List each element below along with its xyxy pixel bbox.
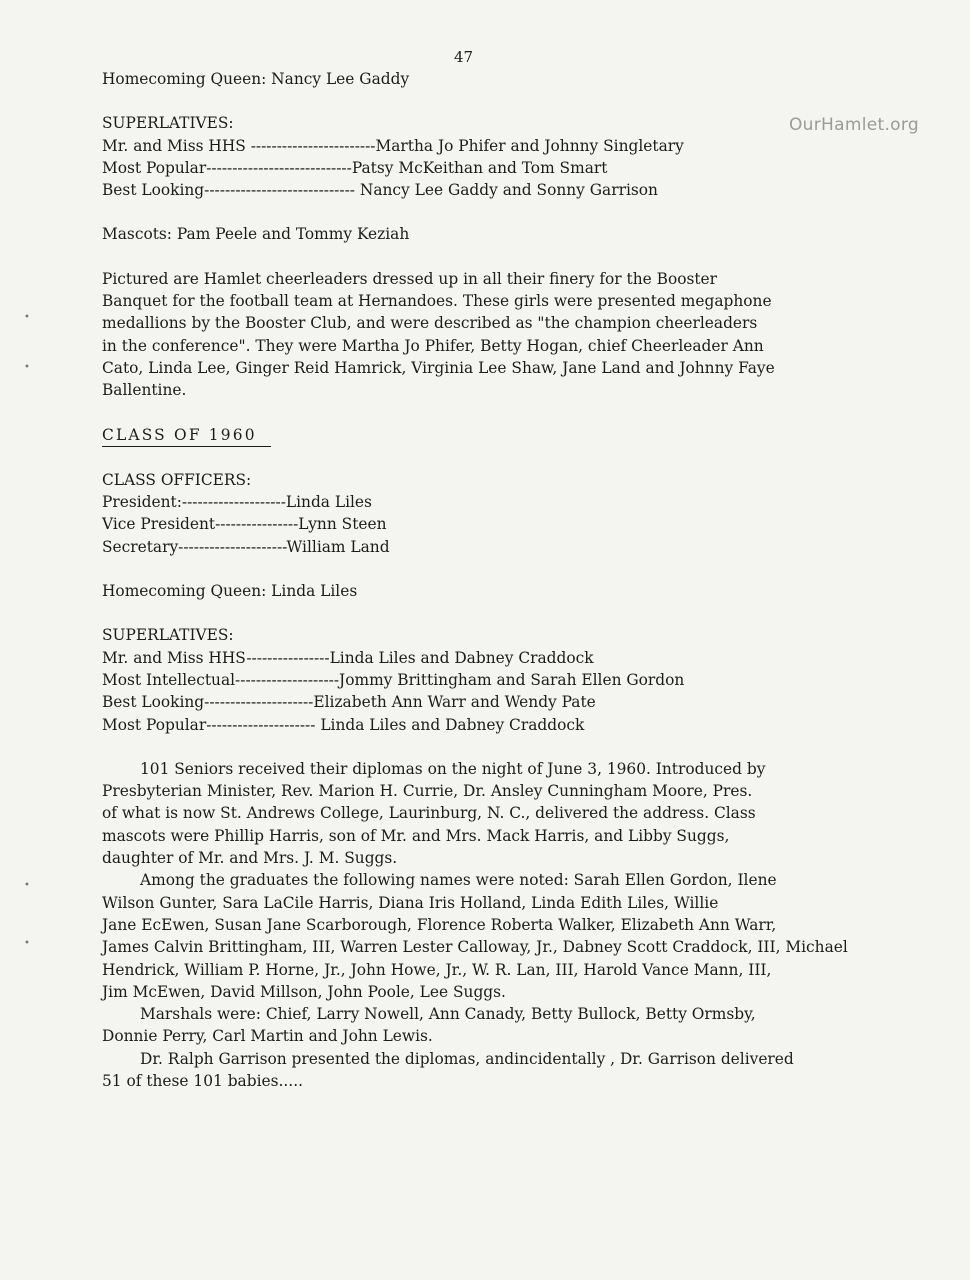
graduates-line: Jim McEwen, David Millson, John Poole, Lee Suggs.	[102, 982, 506, 1001]
graduation-line: of what is now St. Andrews College, Laurinburg, N. C., delivered the address. Class	[102, 804, 756, 823]
page-number: 47	[454, 48, 474, 66]
superlative-line: Best Looking----------------------------- Nancy Lee Gaddy and Sonny Garrison	[102, 181, 658, 200]
graduates-line: Wilson Gunter, Sara LaCile Harris, Diana Iris Holland, Linda Edith Liles, Willie	[102, 893, 719, 912]
class-of-1960-heading: CLASS OF 1960	[102, 424, 271, 447]
superlative-line: Best Looking---------------------Elizabeth Ann Warr and Wendy Pate	[102, 693, 596, 712]
graduates-line: Jane EcEwen, Susan Jane Scarborough, Florence Roberta Walker, Elizabeth Ann Warr,	[102, 915, 777, 934]
superlative-line: Most Popular----------------------------Patsy McKeithan and Tom Smart	[102, 158, 608, 177]
homecoming-queen-1960: Homecoming Queen: Linda Liles	[102, 582, 358, 601]
graduation-line: 101 Seniors received their diplomas on the night of June 3, 1960. Introduced by	[140, 759, 766, 778]
cheerleaders-line: in the conference". They were Martha Jo Phifer, Betty Hogan, chief Cheerleader Ann	[102, 336, 764, 355]
graduates-line: Hendrick, William P. Horne, Jr., John Howe, Jr., W. R. Lan, III, Harold Vance Mann, III,	[102, 960, 772, 979]
superlatives-heading: SUPERLATIVES:	[102, 114, 234, 133]
mascots-1959: Mascots: Pam Peele and Tommy Keziah	[102, 225, 410, 244]
graduates-line: Among the graduates the following names were noted: Sarah Ellen Gordon, Ilene	[140, 871, 777, 890]
garrison-line: 51 of these 101 babies.....	[102, 1071, 303, 1090]
graduates-line: James Calvin Brittingham, III, Warren Lester Calloway, Jr., Dabney Scott Craddock, III, Michael	[102, 938, 848, 957]
officer-line: Secretary---------------------William Land	[102, 537, 390, 556]
superlative-line: Mr. and Miss HHS----------------Linda Liles and Dabney Craddock	[102, 648, 594, 667]
graduation-line: daughter of Mr. and Mrs. J. M. Suggs.	[102, 849, 398, 868]
class-officers-heading: CLASS OFFICERS:	[102, 470, 252, 489]
homecoming-queen-1959: Homecoming Queen: Nancy Lee Gaddy	[102, 70, 410, 88]
superlative-line: Most Intellectual--------------------Jommy Brittingham and Sarah Ellen Gordon	[102, 670, 685, 689]
margin-mark: •	[24, 880, 30, 891]
garrison-line: Dr. Ralph Garrison presented the diplomas, andincidentally , Dr. Garrison delivered	[140, 1049, 794, 1068]
marshals-line: Marshals were: Chief, Larry Nowell, Ann Canady, Betty Bullock, Betty Ormsby,	[140, 1005, 756, 1024]
cheerleaders-line: Ballentine.	[102, 381, 187, 400]
officer-line: President:--------------------Linda Liles	[102, 493, 372, 512]
cheerleaders-line: medallions by the Booster Club, and were described as "the champion cheerleaders	[102, 314, 758, 333]
margin-mark: •	[24, 938, 30, 949]
cheerleaders-line: Cato, Linda Lee, Ginger Reid Hamrick, Virginia Lee Shaw, Jane Land and Johnny Faye	[102, 358, 775, 377]
document-body	[102, 68, 962, 1092]
officer-line: Vice President----------------Lynn Steen	[102, 515, 387, 534]
cheerleaders-line: Banquet for the football team at Hernandoes. These girls were presented megaphone	[102, 292, 772, 311]
superlative-line: Most Popular--------------------- Linda Liles and Dabney Craddock	[102, 715, 585, 734]
superlative-line: Mr. and Miss HHS ------------------------Martha Jo Phifer and Johnny Singletary	[102, 136, 684, 155]
marshals-line: Donnie Perry, Carl Martin and John Lewis.	[102, 1027, 433, 1046]
watermark: OurHamlet.org	[789, 115, 919, 135]
margin-mark: •	[24, 312, 30, 323]
margin-mark: •	[24, 362, 30, 373]
superlatives-heading: SUPERLATIVES:	[102, 626, 234, 645]
cheerleaders-line: Pictured are Hamlet cheerleaders dressed up in all their finery for the Booster	[102, 269, 718, 288]
graduation-line: mascots were Phillip Harris, son of Mr. and Mrs. Mack Harris, and Libby Suggs,	[102, 826, 730, 845]
graduation-line: Presbyterian Minister, Rev. Marion H. Currie, Dr. Ansley Cunningham Moore, Pres.	[102, 782, 753, 801]
